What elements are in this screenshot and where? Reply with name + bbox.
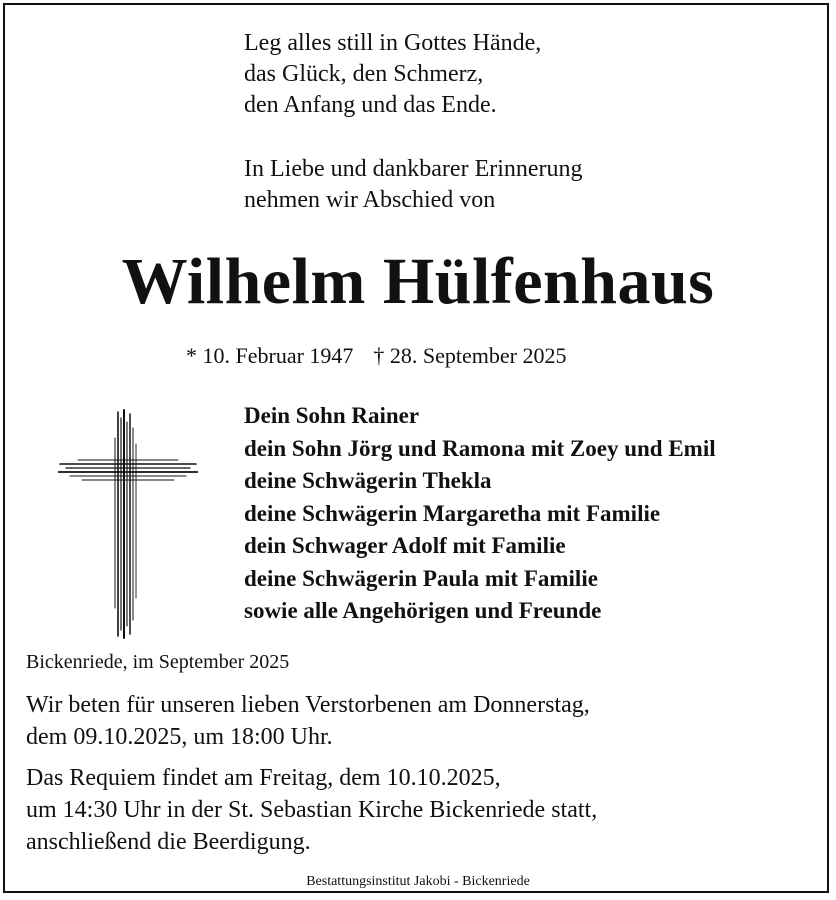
poem-line: Leg alles still in Gottes Hände, <box>244 30 542 56</box>
life-dates <box>186 342 567 370</box>
place-date: Bickenriede, im September 2025 <box>26 651 290 673</box>
intro-line: nehmen wir Abschied von <box>244 187 496 213</box>
prayer-service <box>26 689 590 753</box>
prayer-line: dem 09.10.2025, um 18:00 Uhr. <box>26 724 333 750</box>
requiem-line: anschließend die Beerdigung. <box>26 829 311 855</box>
intro-text <box>244 154 583 216</box>
mourner-line: dein Schwager Adolf mit Familie <box>244 533 566 558</box>
requiem-line: Das Requiem findet am Freitag, dem 10.10.2025, <box>26 765 501 791</box>
mourner-line: deine Schwägerin Margaretha mit Familie <box>244 500 661 526</box>
poem-line: den Anfang und das Ende. <box>244 92 497 118</box>
poem <box>244 28 541 121</box>
funeral-home: Bestattungsinstitut Jakobi - Bickenriede <box>306 874 530 889</box>
birth-date: * 10. Februar 1947 <box>186 343 354 368</box>
mourner-line: sowie alle Angehörigen und Freunde <box>244 598 602 623</box>
mourner-line: Dein Sohn Rainer <box>244 403 420 428</box>
mourners-list <box>244 400 716 628</box>
requiem-info <box>26 762 597 858</box>
poem-line: das Glück, den Schmerz, <box>244 61 484 87</box>
death-date: † 28. September 2025 <box>373 343 567 368</box>
mourner-line: dein Sohn Jörg und Ramona mit Zoey und Emil <box>244 435 716 461</box>
requiem-line: um 14:30 Uhr in der St. Sebastian Kirche Bickenriede statt, <box>26 797 598 823</box>
deceased-name: Wilhelm Hülfenhaus <box>121 245 715 318</box>
mourner-line: deine Schwägerin Thekla <box>244 468 492 493</box>
intro-line: In Liebe und dankbarer Erinnerung <box>244 156 583 182</box>
cross-icon <box>58 408 198 640</box>
mourner-line: deine Schwägerin Paula mit Familie <box>244 565 598 591</box>
prayer-line: Wir beten für unseren lieben Verstorbenen am Donnerstag, <box>26 692 590 718</box>
